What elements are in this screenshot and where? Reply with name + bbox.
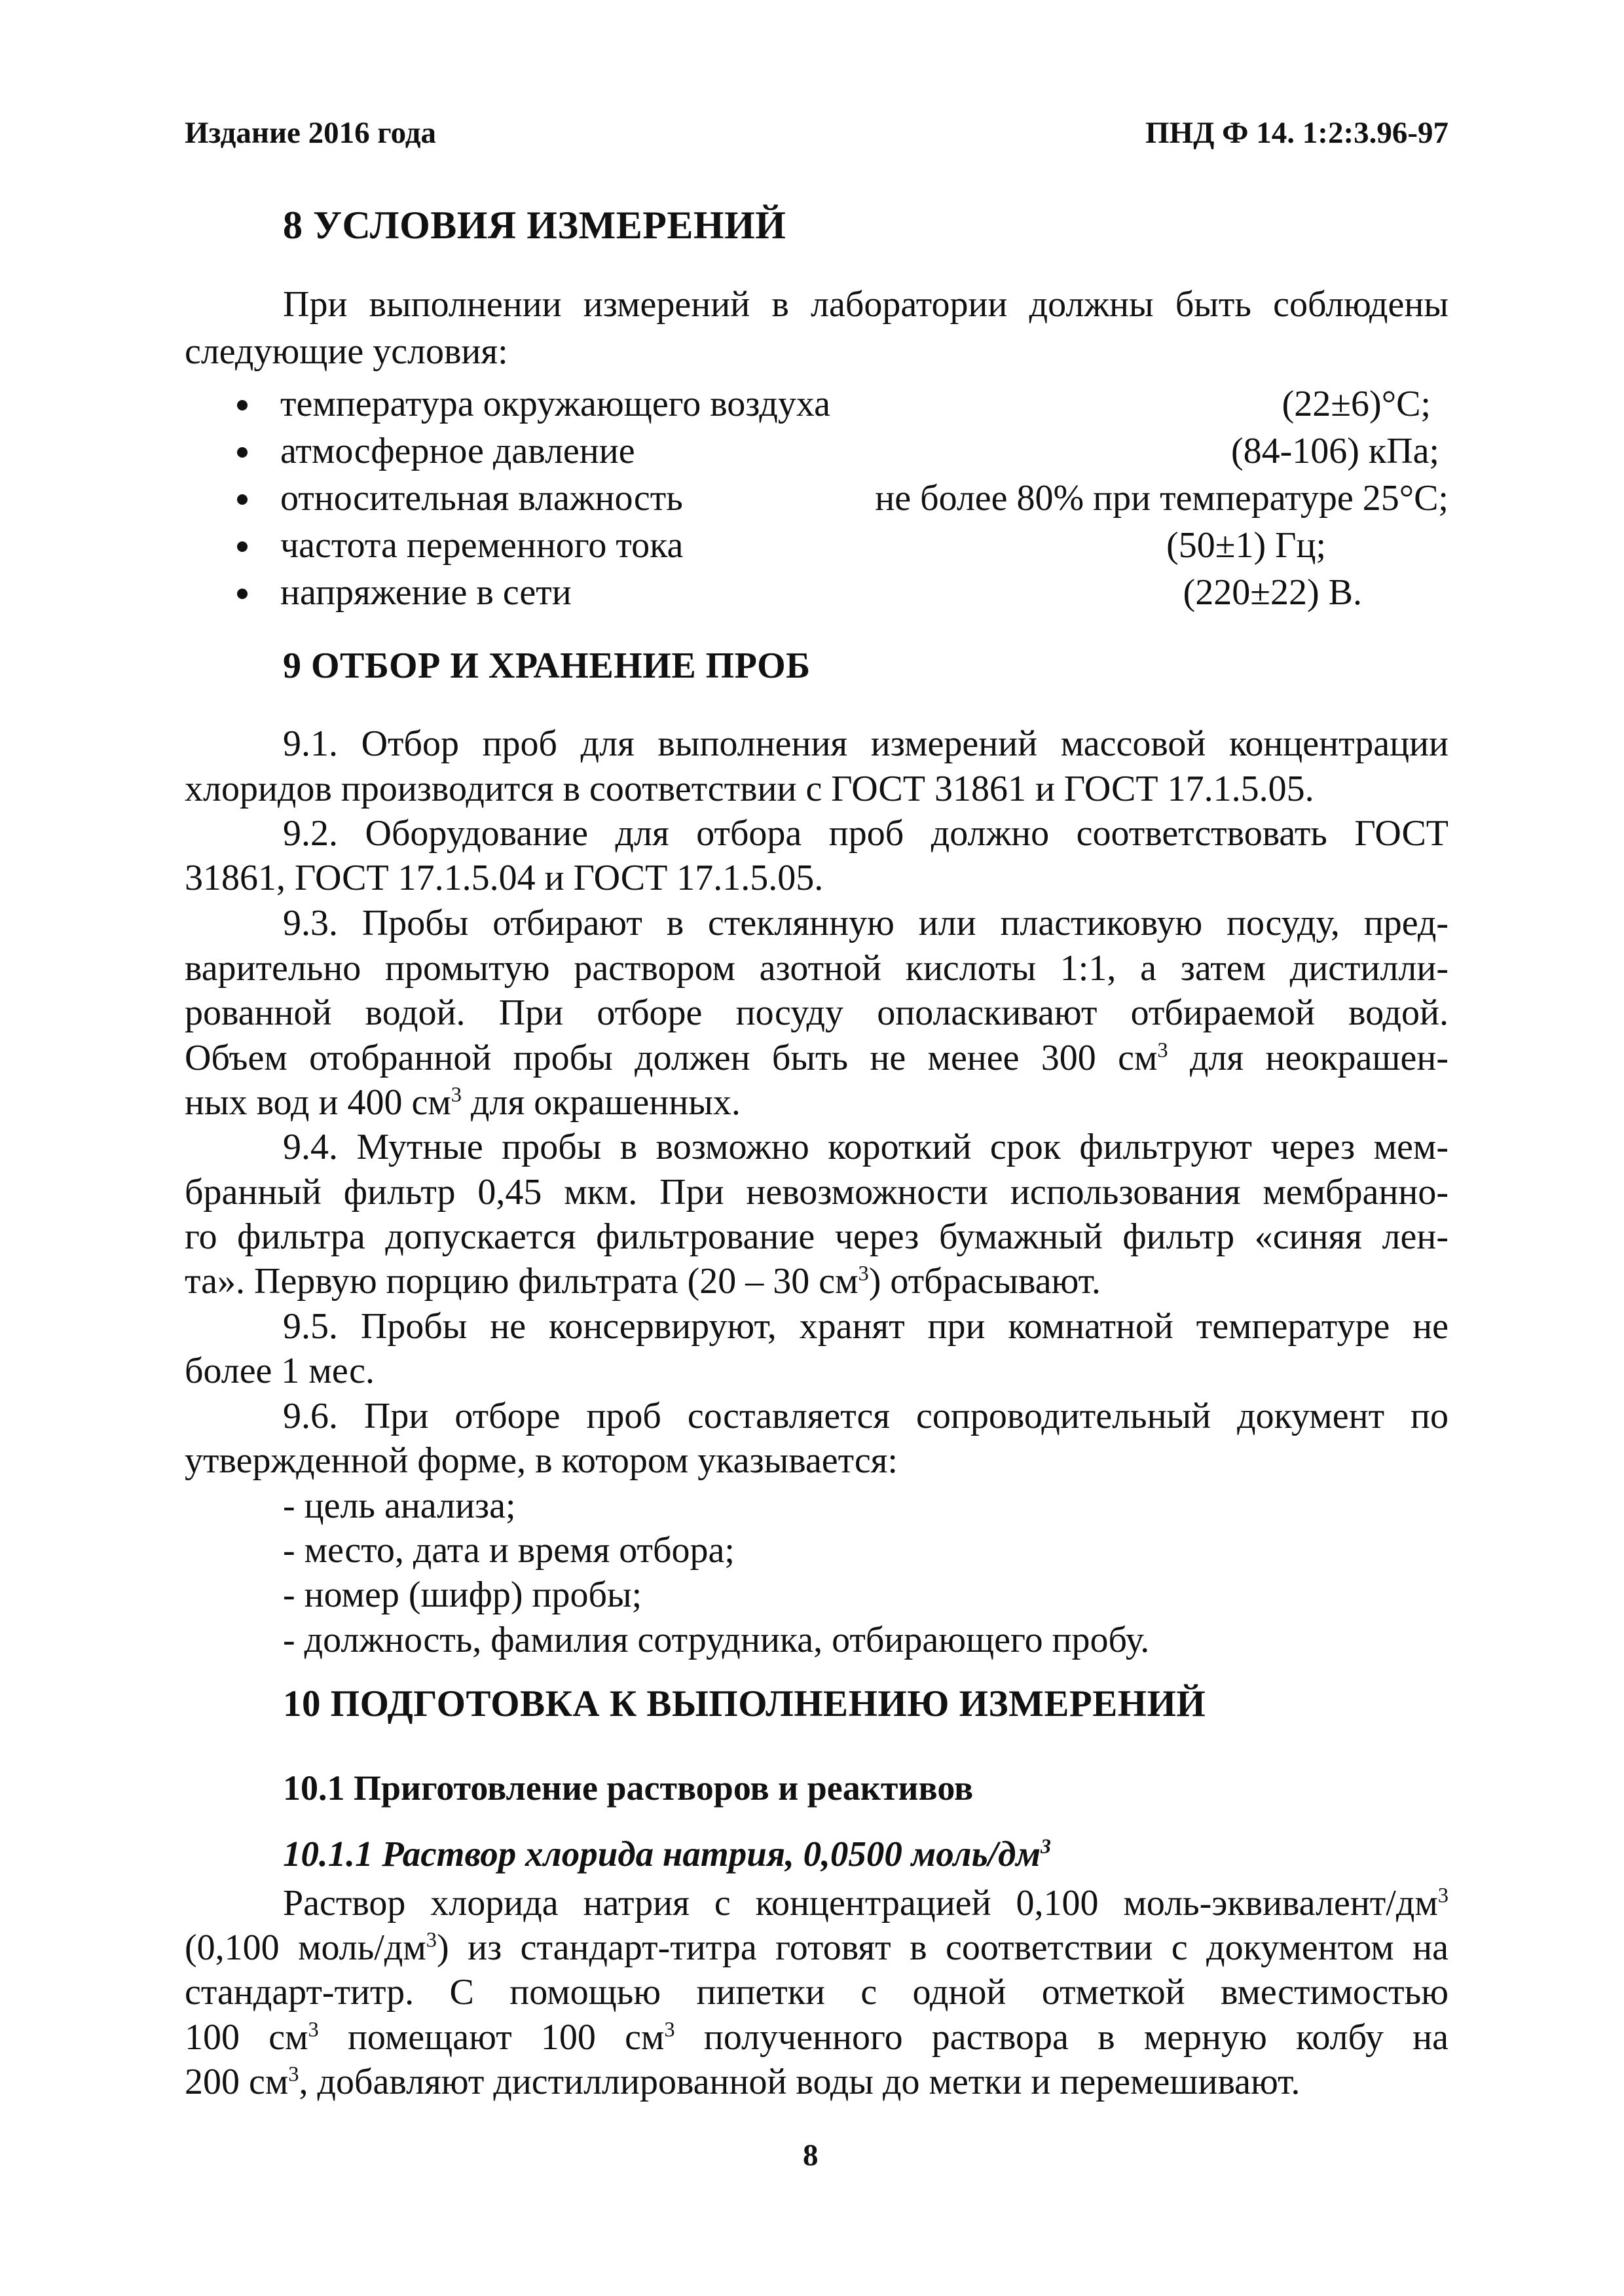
paragraph-9-3-line-3: рованной водой. При отборе посуду ополаскивают отбираемой водой. xyxy=(185,993,1449,1033)
paragraph-9-1-line-2: хлоридов производится в соответствии с ГОСТ 31861 и ГОСТ 17.1.5.05. xyxy=(185,769,1314,809)
text-run: 200 см xyxy=(185,2062,289,2102)
text-run: 10.1.1 Раствор хлорида натрия, 0,0500 моль/дм xyxy=(283,1834,1041,1874)
superscript: 3 xyxy=(1157,1038,1168,1063)
subsection-10-1-1-title xyxy=(283,1833,1051,1874)
paragraph-9-4-line-4 xyxy=(185,1260,1101,1303)
superscript: 3 xyxy=(664,2018,675,2042)
text-run: Объем отобранной пробы должен быть не менее 300 см xyxy=(185,1038,1158,1078)
bullet-icon xyxy=(237,589,248,599)
condition-item xyxy=(0,572,1624,615)
section-8-intro-line-1: При выполнении измерений в лаборатории должны быть соблюдены xyxy=(283,284,1449,325)
superscript: 3 xyxy=(426,1928,437,1952)
condition-value: (84-106) кПа; xyxy=(1230,431,1439,471)
paragraph-9-6-line-2: утвержденной форме, в котором указывается: xyxy=(185,1440,898,1481)
text-run: та». Первую порцию фильтрата (20 – 30 см xyxy=(185,1261,858,1302)
text-run: для неокрашен- xyxy=(1168,1038,1449,1078)
condition-item xyxy=(0,524,1624,568)
paragraph-9-3-line-1: 9.3. Пробы отбирают в стеклянную или пластиковую посуду, пред- xyxy=(283,903,1449,943)
bullet-icon xyxy=(237,494,248,505)
condition-value: (22±6)°С; xyxy=(1282,384,1431,424)
list-item: - место, дата и время отбора; xyxy=(283,1530,735,1571)
paragraph-9-3-line-2: варительно промытую раствором азотной кислоты 1:1, а затем дистилли- xyxy=(185,948,1449,989)
text-run: Раствор хлорида натрия с концентрацией 0,100 моль-эквивалент/дм xyxy=(283,1883,1438,1923)
condition-value: не более 80% при температуре 25°С; xyxy=(875,478,1449,519)
paragraph-9-3-line-5 xyxy=(185,1081,741,1124)
bullet-icon xyxy=(237,447,248,458)
superscript: 3 xyxy=(858,1262,869,1286)
condition-item xyxy=(0,477,1624,520)
paragraph-9-1-line-1: 9.1. Отбор проб для выполнения измерений массовой концентрации xyxy=(283,723,1449,764)
paragraph-9-3-line-4 xyxy=(185,1036,1449,1080)
condition-label: температура окружающего воздуха xyxy=(280,384,831,424)
section-9-title: 9 ОТБОР И ХРАНЕНИЕ ПРОБ xyxy=(283,646,811,686)
paragraph-9-4-line-1: 9.4. Мутные пробы в возможно короткий срок фильтруют через мем- xyxy=(283,1127,1449,1167)
edition-header: Издание 2016 года xyxy=(185,116,436,150)
paragraph-9-4-line-2: бранный фильтр 0,45 мкм. При невозможности использования мембранно- xyxy=(185,1172,1449,1212)
bullet-icon xyxy=(237,541,248,552)
paragraph-9-4-line-3: го фильтра допускается фильтрование через бумажный фильтр «синяя лен- xyxy=(185,1216,1449,1257)
paragraph-10-1-1-line-5 xyxy=(185,2060,1300,2104)
superscript: 3 xyxy=(288,2062,299,2086)
page-number: 8 xyxy=(803,2138,819,2172)
text-run: ) отбрасывают. xyxy=(868,1261,1101,1302)
list-item: - должность, фамилия сотрудника, отбирающего пробу. xyxy=(283,1620,1150,1660)
paragraph-9-5-line-2: более 1 мес. xyxy=(185,1351,375,1391)
subsection-10-1-title: 10.1 Приготовление растворов и реактивов xyxy=(283,1768,974,1808)
condition-label: частота переменного тока xyxy=(280,525,684,566)
text-run: полученного раствора в мерную колбу на xyxy=(674,2017,1449,2058)
document-code-header: ПНД Ф 14. 1:2:3.96-97 xyxy=(1145,116,1449,150)
text-run: ных вод и 400 см xyxy=(185,1082,451,1123)
list-item: - цель анализа; xyxy=(283,1485,516,1526)
list-item: - номер (шифр) пробы; xyxy=(283,1575,642,1615)
text-run: ) из стандарт-титра готовят в соответствии с документом на xyxy=(437,1927,1449,1968)
bullet-icon xyxy=(237,400,248,410)
condition-item xyxy=(0,383,1624,426)
condition-label: атмосферное давление xyxy=(280,431,635,471)
superscript: 3 xyxy=(451,1083,462,1107)
paragraph-9-5-line-1: 9.5. Пробы не консервируют, хранят при комнатной температуре не xyxy=(283,1306,1449,1347)
section-10-title: 10 ПОДГОТОВКА К ВЫПОЛНЕНИЮ ИЗМЕРЕНИЙ xyxy=(283,1683,1206,1724)
superscript: 3 xyxy=(308,2018,319,2042)
paragraph-9-6-line-1: 9.6. При отборе проб составляется сопроводительный документ по xyxy=(283,1396,1449,1436)
text-run: (0,100 моль/дм xyxy=(185,1927,426,1968)
paragraph-10-1-1-line-4 xyxy=(185,2016,1449,2059)
paragraph-9-2-line-2: 31861, ГОСТ 17.1.5.04 и ГОСТ 17.1.5.05. xyxy=(185,858,824,898)
text-run: помещают 100 см xyxy=(318,2017,665,2058)
paragraph-10-1-1-line-2 xyxy=(185,1926,1449,1969)
superscript: 3 xyxy=(1041,1834,1051,1858)
text-run: для окрашенных. xyxy=(462,1082,741,1123)
condition-value: (220±22) В. xyxy=(1183,572,1362,613)
paragraph-10-1-1-line-3: стандарт-титр. С помощью пипетки с одной отметкой вместимостью xyxy=(185,1972,1449,2013)
condition-item xyxy=(0,430,1624,473)
condition-label: относительная влажность xyxy=(280,478,683,519)
section-8-intro-line-2: следующие условия: xyxy=(185,331,508,372)
text-run: , добавляют дистиллированной воды до метки и перемешивают. xyxy=(299,2062,1301,2102)
section-8-title: 8 УСЛОВИЯ ИЗМЕРЕНИЙ xyxy=(283,204,786,247)
condition-label: напряжение в сети xyxy=(280,572,572,613)
paragraph-10-1-1-line-1 xyxy=(283,1882,1449,1925)
superscript: 3 xyxy=(1437,1884,1449,1908)
text-run: 100 см xyxy=(185,2017,308,2058)
paragraph-9-2-line-1: 9.2. Оборудование для отбора проб должно соответствовать ГОСТ xyxy=(283,813,1449,854)
condition-value: (50±1) Гц; xyxy=(1166,525,1326,566)
